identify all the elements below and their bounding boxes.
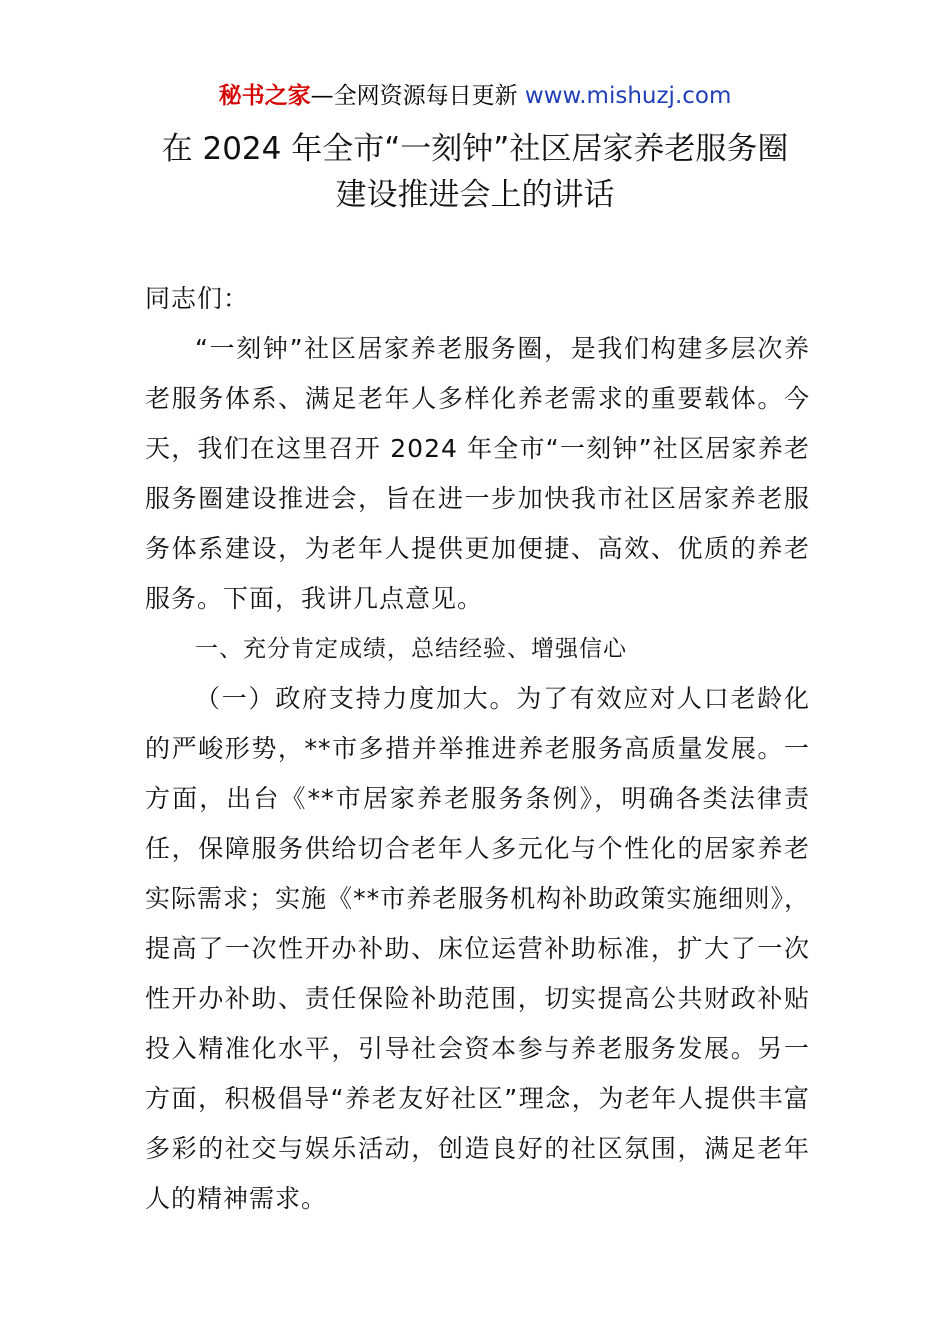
paragraph-government-support: （一）政府支持力度加大。为了有效应对人口老龄化的严峻形势，**市多措并举推进养老服务高质量发展。一方面，出台《**市居家养老服务条例》，明确各类法律责任，保障服务供给切合老年人多元化与个性化的居家养老实际需求；实施《**市养老服务机构补助政策实施细则》，提高了一次性开办补助、床位运营补助标准，扩大了一次性开办补助、责任保险补助范围，切实提高公共财政补贴投入精准化水平，引导社会资本参与养老服务发展。另一方面，积极倡导“养老友好社区”理念，为老年人提供丰富多彩的社交与娱乐活动，创造良好的社区氛围，满足老年人的精神需求。 bbox=[145, 684, 810, 1213]
document-title bbox=[0, 126, 950, 218]
site-header bbox=[0, 80, 950, 112]
header-tagline: —全网资源每日更新 bbox=[310, 83, 525, 109]
salutation: 同志们： bbox=[145, 284, 250, 313]
brand-name: 秘书之家 bbox=[218, 83, 311, 109]
title-line-1: 在 2024 年全市“一刻钟”社区居家养老服务圈 bbox=[161, 131, 789, 167]
site-url-link[interactable]: www.mishuzj.com bbox=[524, 83, 732, 109]
section-heading-1: 一、充分肯定成绩，总结经验、增强信心 bbox=[195, 636, 627, 662]
paragraph-intro: “一刻钟”社区居家养老服务圈，是我们构建多层次养老服务体系、满足老年人多样化养老需求的重要载体。今天，我们在这里召开 2024 年全市“一刻钟”社区居家养老服务圈建设推进会，旨在进一步加快我市社区居家养老服务体系建设，为老年人提供更加便捷、高效、优质的养老服务。下面，我讲几点意见。 bbox=[145, 334, 810, 613]
document-body bbox=[145, 274, 810, 1224]
title-line-2: 建设推进会上的讲话 bbox=[335, 177, 615, 213]
